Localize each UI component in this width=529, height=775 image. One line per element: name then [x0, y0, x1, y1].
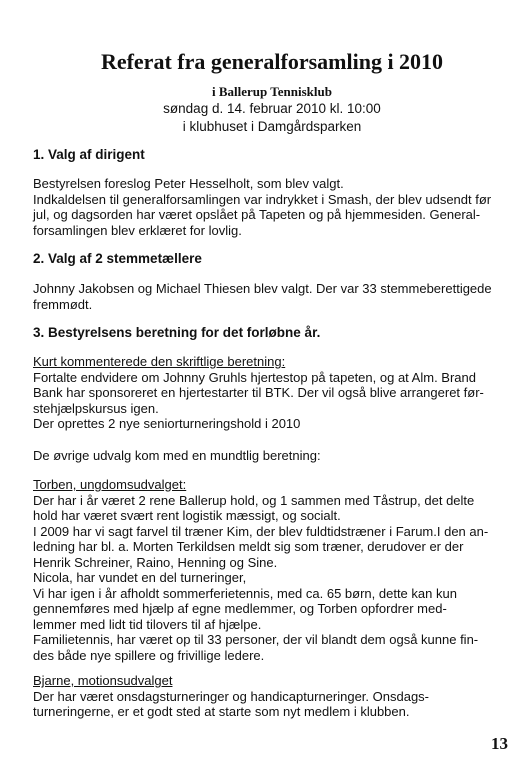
document-title: Referat fra generalforsamling i 2010	[100, 49, 444, 74]
section-heading-stemmetaellere: 2. Valg af 2 stemmetællere	[33, 251, 202, 266]
kurt-block	[33, 354, 511, 432]
text-line: Johnny Jakobsen og Michael Thiesen blev valgt. Der var 33 stemmeberettigede	[33, 281, 492, 296]
text-line: fremmødt.	[33, 296, 93, 312]
section-heading-beretning: 3. Bestyrelsens beretning for det forløbne år.	[33, 325, 321, 340]
text-line: I 2009 har vi sagt farvel til træner Kim, der blev fuldtidstræner i Farum.I den an-	[33, 523, 489, 539]
club-name: i Ballerup Tennisklub	[212, 84, 332, 99]
text-line: Indkaldelsen til generalforsamlingen var indrykket i Smash, der blev udsendt før	[33, 191, 492, 207]
text-line: stehjælpskursus igen.	[33, 400, 159, 416]
udvalg-intro	[33, 448, 511, 464]
text-line: des både nye spillere og frivillige ledere.	[33, 647, 265, 663]
kurt-label: Kurt kommenterede den skriftlige beretning:	[33, 354, 286, 369]
text-line: Der oprettes 2 nye seniorturneringshold i 2010	[33, 416, 301, 431]
meeting-date: søndag d. 14. februar 2010 kl. 10:00	[163, 101, 381, 116]
text-line: jul, og dagsorden har været opslået på Tapeten og på hjemmesiden. General-	[33, 207, 481, 222]
text-line: Fortalte endvidere om Johnny Gruhls hjertestop på tapeten, og at Alm. Brand	[33, 369, 476, 385]
section-heading-dirigent: 1. Valg af dirigent	[33, 147, 145, 162]
document-page	[33, 0, 511, 775]
text-line: lemmer med lidt tid tilovers til af hjælpe.	[33, 616, 262, 632]
text-line: De øvrige udvalg kom med en mundtlig beretning:	[33, 448, 321, 463]
section-body-dirigent	[33, 176, 511, 238]
text-line: Familietennis, har været op til 33 personer, der vil blandt dem også kunne fin-	[33, 632, 479, 647]
meeting-place: i klubhuset i Damgårdsparken	[182, 119, 362, 134]
bjarne-block	[33, 673, 511, 720]
text-line: ledning har bl. a. Morten Terkildsen meldt sig som træner, derudover er der	[33, 539, 464, 554]
text-line: forsamlingen blev erklæret for lovlig.	[33, 222, 242, 238]
text-line: Bank har sponsoreret en hjertestarter til BTK. Der vil også blive arrangeret før-	[33, 385, 484, 400]
section-body-stemmetaellere	[33, 281, 511, 312]
text-line: Henrik Schreiner, Raino, Henning og Sine.	[33, 554, 278, 570]
text-line: turneringerne, er et godt sted at starte som nyt medlem i klubben.	[33, 704, 410, 719]
text-line: Der har i år været 2 rene Ballerup hold, og 1 sammen med Tåstrup, det delte	[33, 492, 475, 508]
text-line: Der har været onsdagsturneringer og handicapturneringer. Onsdags-	[33, 688, 430, 704]
text-line: Bestyrelsen foreslog Peter Hesselholt, som blev valgt.	[33, 176, 344, 191]
text-line: gennemføres med hjælp af egne medlemmer, og Torben opfordrer med-	[33, 601, 447, 616]
text-line: Vi har igen i år afholdt sommerferietennis, med ca. 65 børn, dette kan kun	[33, 585, 457, 601]
bjarne-label: Bjarne, motionsudvalget	[33, 673, 173, 688]
torben-label: Torben, ungdomsudvalget:	[33, 477, 187, 492]
text-line: Nicola, har vundet en del turneringer,	[33, 570, 247, 585]
text-line: hold har været svært rent logistik mæssigt, og socialt.	[33, 508, 341, 523]
torben-block	[33, 477, 511, 663]
page-number: 13	[491, 734, 508, 753]
